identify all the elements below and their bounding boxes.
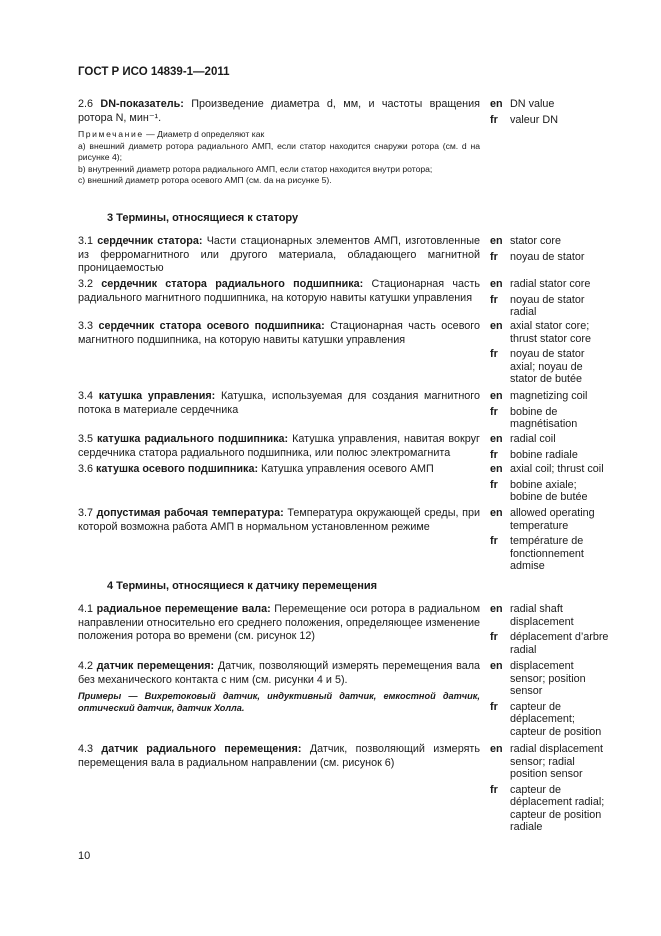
- fr-language-code: fr: [490, 293, 498, 306]
- term-3-6: 3.6 катушка осевого подшипника: Катушка управления осевого АМП: [78, 463, 434, 475]
- en-term-text: sensor; radial: [510, 755, 575, 768]
- en-term-text: magnetizing coil: [510, 390, 588, 402]
- fr-language-code: fr: [490, 250, 498, 263]
- fr-language-code: [490, 821, 510, 834]
- fr-language-code: fr: [490, 113, 498, 126]
- en-term-text: radial stator core: [510, 278, 591, 290]
- fr-equivalent-line: [490, 406, 625, 419]
- en-equivalent-line: [490, 507, 625, 520]
- fr-equivalent-line: [490, 548, 625, 561]
- en-term-text: displacement: [510, 660, 574, 672]
- fr-language-code: fr: [490, 700, 498, 713]
- en-equivalent-line: [490, 463, 625, 476]
- en-language-code: en: [490, 743, 503, 755]
- fr-language-code: fr: [490, 478, 498, 491]
- en-term-text: DN value: [510, 98, 555, 110]
- fr-language-code: [490, 373, 510, 386]
- term-3-4: 3.4 катушка управления: Катушка, используемая для создания магнитного потока в материале сердечника: [78, 390, 481, 416]
- en-equivalent-line: [490, 756, 625, 769]
- lang-4-3: [490, 743, 625, 834]
- term-3-2: 3.2 сердечник статора радиального подшипника: Стационарная часть радиального магнитного подшипника, на которую навиты катушки управления: [78, 278, 481, 304]
- en-equivalent-line: [490, 660, 625, 673]
- fr-term-text: fonctionnement: [510, 547, 584, 560]
- term-4-3: 4.3 датчик радиального перемещения: Датчик, позволяющий измерять перемещения вала в радиальном направлении (см. рисунок 6): [78, 743, 480, 769]
- en-equivalent-line: [490, 603, 625, 616]
- en-equivalent-line: [490, 278, 625, 291]
- term-4-2: 4.2 датчик перемещения: Датчик, позволяющий измерять перемещения вала без механического контакта с ним (см. рисунки 4 и 5).: [78, 660, 480, 686]
- term-3-1: 3.1 сердечник статора: Части стационарных элементов АМП, изготовленные из ферромагнитного или другого материала, обладающего магнитной проницаемостью: [78, 235, 480, 274]
- en-term-text: temperature: [510, 519, 569, 532]
- en-term-text: allowed operating: [510, 507, 595, 519]
- page-number: 10: [78, 850, 91, 862]
- fr-language-code: fr: [490, 631, 498, 643]
- lang-2-6: [490, 98, 625, 126]
- fr-language-code: [490, 418, 510, 431]
- section-3-heading: 3 Термины, относящиеся к статору: [107, 212, 299, 224]
- en-term-text: stator core: [510, 235, 562, 247]
- fr-term-text: température de: [510, 535, 584, 547]
- lang-3-2: [490, 278, 625, 319]
- fr-language-code: [490, 560, 510, 573]
- en-equivalent-line: [490, 673, 625, 686]
- en-equivalent-line: [490, 98, 625, 111]
- fr-language-code: [490, 713, 510, 726]
- en-equivalent-line: [490, 320, 625, 333]
- fr-term-text: bobine de butée: [510, 491, 588, 503]
- en-language-code: [490, 756, 510, 769]
- fr-term-text: déplacement radial;: [510, 796, 605, 808]
- fr-language-code: [490, 726, 510, 739]
- fr-language-code: fr: [490, 448, 498, 461]
- fr-equivalent-line: [490, 294, 625, 307]
- en-equivalent-line: [490, 520, 625, 533]
- page-header: ГОСТ Р ИСО 14839-1—2011: [78, 66, 230, 78]
- lang-3-1: [490, 235, 625, 263]
- lang-3-4: [490, 390, 625, 431]
- fr-equivalent-line: [490, 251, 625, 264]
- fr-equivalent-line: [490, 418, 625, 431]
- en-equivalent-line: [490, 333, 625, 346]
- en-language-code: en: [490, 320, 503, 332]
- en-language-code: en: [490, 660, 503, 672]
- en-equivalent-line: [490, 433, 625, 446]
- en-language-code: [490, 768, 510, 781]
- fr-equivalent-line: [490, 449, 625, 462]
- fr-equivalent-line: [490, 373, 625, 386]
- fr-term-text: bobine radiale: [510, 448, 578, 461]
- en-term-text: radial coil: [510, 433, 556, 445]
- fr-equivalent-line: [490, 726, 625, 739]
- fr-term-text: radial: [510, 306, 537, 318]
- lang-4-1: [490, 603, 625, 656]
- en-term-text: radial shaft: [510, 603, 563, 615]
- fr-equivalent-line: [490, 535, 625, 548]
- fr-term-text: valeur DN: [510, 113, 559, 126]
- term-3-5: 3.5 катушка радиального подшипника: Катушка управления, навитая вокруг сердечника статора радиального подшипника, или полюс электромагнита: [78, 433, 480, 459]
- fr-language-code: fr: [490, 783, 498, 796]
- fr-equivalent-line: [490, 631, 625, 644]
- fr-term-text: stator de butée: [510, 373, 583, 385]
- fr-language-code: fr: [490, 348, 498, 360]
- en-language-code: [490, 673, 510, 686]
- fr-language-code: [490, 644, 510, 657]
- fr-equivalent-line: [490, 306, 625, 319]
- en-term-text: position sensor: [510, 768, 583, 780]
- fr-equivalent-line: [490, 479, 625, 492]
- section-4-heading: 4 Термины, относящиеся к датчику перемещения: [107, 580, 378, 592]
- en-term-text: radial displacement: [510, 743, 604, 755]
- en-equivalent-line: [490, 685, 625, 698]
- en-language-code: en: [490, 463, 503, 475]
- en-equivalent-line: [490, 743, 625, 756]
- fr-equivalent-line: [490, 784, 625, 797]
- fr-term-text: capteur de position: [510, 808, 602, 821]
- en-equivalent-line: [490, 768, 625, 781]
- en-language-code: en: [490, 278, 503, 290]
- en-equivalent-line: [490, 616, 625, 629]
- term-4-1: 4.1 радиальное перемещение вала: Перемещение оси ротора в радиальном направлении относительно его среднего положения, определяющее изменение положения ротора во времени (см. рисунок 12): [78, 603, 481, 642]
- fr-language-code: [490, 548, 510, 561]
- fr-equivalent-line: [490, 491, 625, 504]
- fr-equivalent-line: [490, 348, 625, 361]
- fr-equivalent-line: [490, 361, 625, 374]
- lang-3-3: [490, 320, 625, 386]
- fr-term-text: noyau de stator: [510, 293, 585, 306]
- fr-term-text: noyau de stator: [510, 348, 585, 360]
- fr-equivalent-line: [490, 644, 625, 657]
- en-language-code: en: [490, 98, 503, 110]
- en-language-code: en: [490, 390, 503, 402]
- fr-term-text: radiale: [510, 821, 543, 833]
- en-language-code: [490, 685, 510, 698]
- lang-4-2: [490, 660, 625, 738]
- en-term-text: sensor: [510, 685, 543, 697]
- note-2-6: Примечание — Диаметр d определяют как а) внешний диаметр ротора радиального АМП, если статор находится снаружи ротора (см. d на рисунке 4); b) внутренний диаметр ротора радиального АМП, если статор находится внутри ротора; с) внешний диаметр ротора осевого АМП (см. da на рисунке 5).: [78, 129, 480, 186]
- term-2-6: 2.6 DN-показатель: Произведение диаметра d, мм, и частоты вращения ротора N, мин⁻¹.: [78, 98, 481, 124]
- en-language-code: en: [490, 235, 503, 247]
- en-language-code: en: [490, 507, 503, 519]
- fr-term-text: capteur de position: [510, 725, 602, 738]
- fr-term-text: capteur de: [510, 700, 562, 713]
- lang-3-6: [490, 463, 625, 504]
- en-term-text: displacement: [510, 615, 574, 628]
- fr-term-text: noyau de stator: [510, 250, 585, 263]
- fr-equivalent-line: [490, 809, 625, 822]
- fr-language-code: [490, 361, 510, 374]
- en-language-code: [490, 333, 510, 346]
- examples-4-2: Примеры — Вихретоковый датчик, индуктивный датчик, емкостной датчик, оптический датчик, датчик Холла.: [78, 691, 480, 713]
- fr-equivalent-line: [490, 701, 625, 714]
- en-language-code: en: [490, 433, 503, 445]
- en-equivalent-line: [490, 235, 625, 248]
- fr-term-text: déplacement d’arbre: [510, 631, 609, 643]
- fr-language-code: [490, 491, 510, 504]
- lang-3-7: [490, 507, 625, 573]
- fr-term-text: axial; noyau de: [510, 360, 583, 373]
- fr-term-text: magnétisation: [510, 418, 578, 430]
- fr-language-code: [490, 796, 510, 809]
- en-term-text: thrust stator core: [510, 332, 592, 345]
- fr-term-text: capteur de: [510, 783, 562, 796]
- term-3-7: 3.7 допустимая рабочая температура: Температура окружающей среды, при которой возможна работа АМП в нормальном установленном режиме: [78, 507, 480, 533]
- fr-term-text: admise: [510, 560, 545, 572]
- fr-equivalent-line: [490, 796, 625, 809]
- fr-term-text: bobine axiale;: [510, 478, 577, 491]
- lang-3-5: [490, 433, 625, 461]
- fr-equivalent-line: [490, 114, 625, 127]
- en-language-code: [490, 520, 510, 533]
- fr-term-text: bobine de: [510, 405, 558, 418]
- fr-equivalent-line: [490, 713, 625, 726]
- fr-language-code: [490, 306, 510, 319]
- en-equivalent-line: [490, 390, 625, 403]
- fr-language-code: [490, 809, 510, 822]
- en-term-text: axial coil; thrust coil: [510, 463, 604, 475]
- fr-term-text: déplacement;: [510, 713, 575, 725]
- term-3-3: 3.3 сердечник статора осевого подшипника: Стационарная часть осевого магнитного подшипника, на которую навиты катушки управления: [78, 320, 481, 346]
- en-term-text: axial stator core;: [510, 320, 590, 332]
- fr-term-text: radial: [510, 643, 537, 656]
- en-language-code: en: [490, 603, 503, 615]
- en-term-text: sensor; position: [510, 672, 586, 685]
- en-language-code: [490, 616, 510, 629]
- fr-language-code: fr: [490, 405, 498, 418]
- fr-equivalent-line: [490, 560, 625, 573]
- fr-equivalent-line: [490, 821, 625, 834]
- fr-language-code: fr: [490, 535, 498, 547]
